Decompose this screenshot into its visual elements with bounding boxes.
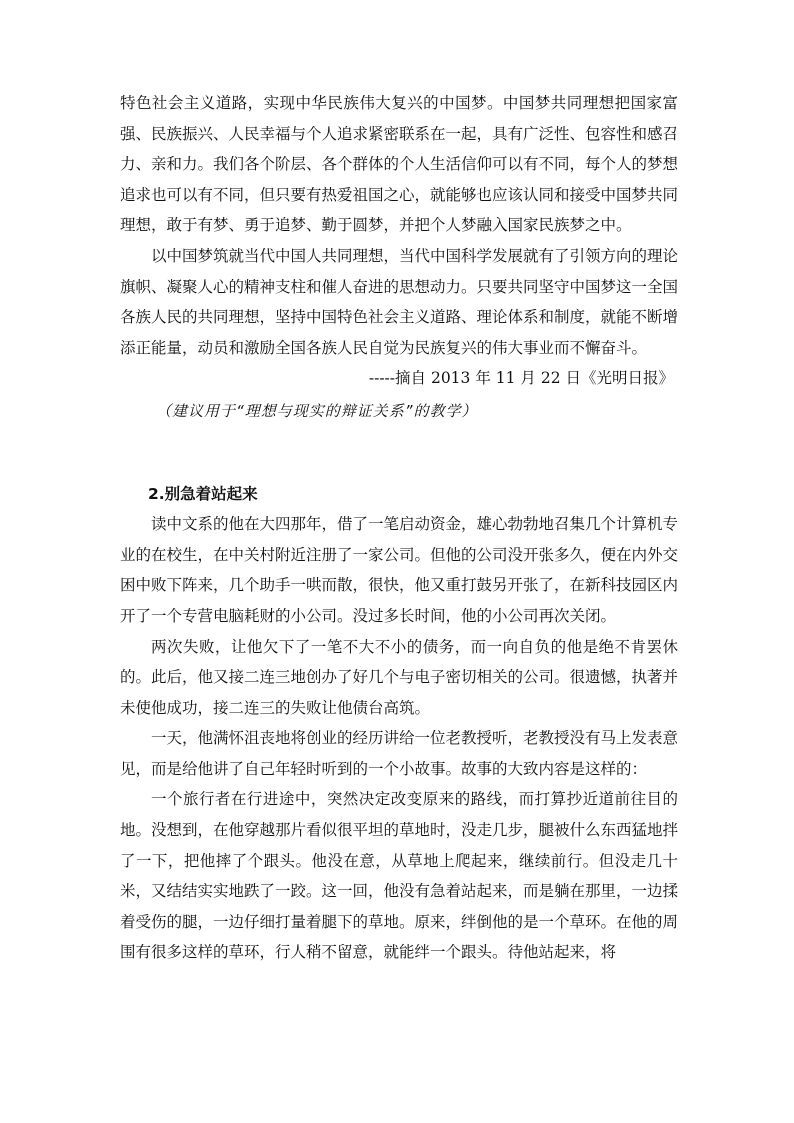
- article2-paragraph-1: 读中文系的他在大四那年，借了一笔启动资金，雄心勃勃地召集几个计算机专业的在校生，在中关村附近注册了一家公司。但他的公司没开张多久，便在内外交困中败下阵来，几个助手一哄而散，很快，他又重打鼓另开张了，在新科技园区内开了一个专营电脑耗财的小公司。没过多长时间，他的小公司再次关闭。: [120, 515, 679, 625]
- article2-heading: 2.别急着站起来: [148, 484, 258, 503]
- article1-teaching-note: （建议用于“理想与现实的辩证关系”的教学）: [156, 401, 478, 420]
- article1-source: -----摘自 2013 年 11 月 22 日《光明日报》: [368, 369, 674, 388]
- article2-paragraph-4: 一个旅行者在行进途中，突然决定改变原来的路线，而打算抄近道前往目的地。没想到，在他穿越那片看似很平坦的草地时，没走几步，腿被什么东西猛地拌了一下，把他摔了个跟头。他没在意，从草地上爬起来，继续前行。但没走几十米，又结结实实地跌了一跤。这一回，他没有急着站起来，而是躺在那里，一边揉着受伤的腿，一边仔细打量着腿下的草地。原来，绊倒他的是一个草环。在他的周围有很多这样的草环，行人稍不留意，就能绊一个跟头。待他站起来，将: [120, 790, 679, 962]
- section-spacer: [120, 427, 678, 479]
- document-page: [120, 88, 678, 968]
- article1-paragraph-1: 特色社会主义道路，实现中华民族伟大复兴的中国梦。中国梦共同理想把国家富强、民族振兴、人民幸福与个人追求紧密联系在一起，具有广泛性、包容性和感召力、亲和力。我们各个阶层、各个群体的个人生活信仰可以有不同，每个人的梦想追求也可以有不同，但只要有热爱祖国之心，就能够也应该认同和接受中国梦共同理想，敢于有梦、勇于追梦、勤于圆梦，并把个人梦融入国家民族梦之中。: [120, 94, 679, 235]
- article1-paragraph-2: 以中国梦筑就当代中国人共同理想，当代中国科学发展就有了引领方向的理论旗帜、凝聚人心的精神支柱和催人奋进的思想动力。只要共同坚守中国梦这一全国各族人民的共同理想，坚持中国特色社会主义道路、理论体系和制度，就能不断增添正能量，动员和激励全国各族人民自觉为民族复兴的伟大事业而不懈奋斗。: [120, 246, 679, 357]
- article2-paragraph-3: 一天，他满怀沮丧地将创业的经历讲给一位老教授听，老教授没有马上发表意见，而是给他讲了自己年轻时听到的一个小故事。故事的大致内容是这样的：: [120, 729, 679, 778]
- article2-paragraph-2: 两次失败，让他欠下了一笔不大不小的债务，而一向自负的他是绝不肯罢休的。此后，他又接二连三地创办了好几个与电子密切相关的公司。很遗憾，执著并未使他成功，接二连三的失败让他债台高筑。: [120, 637, 679, 717]
